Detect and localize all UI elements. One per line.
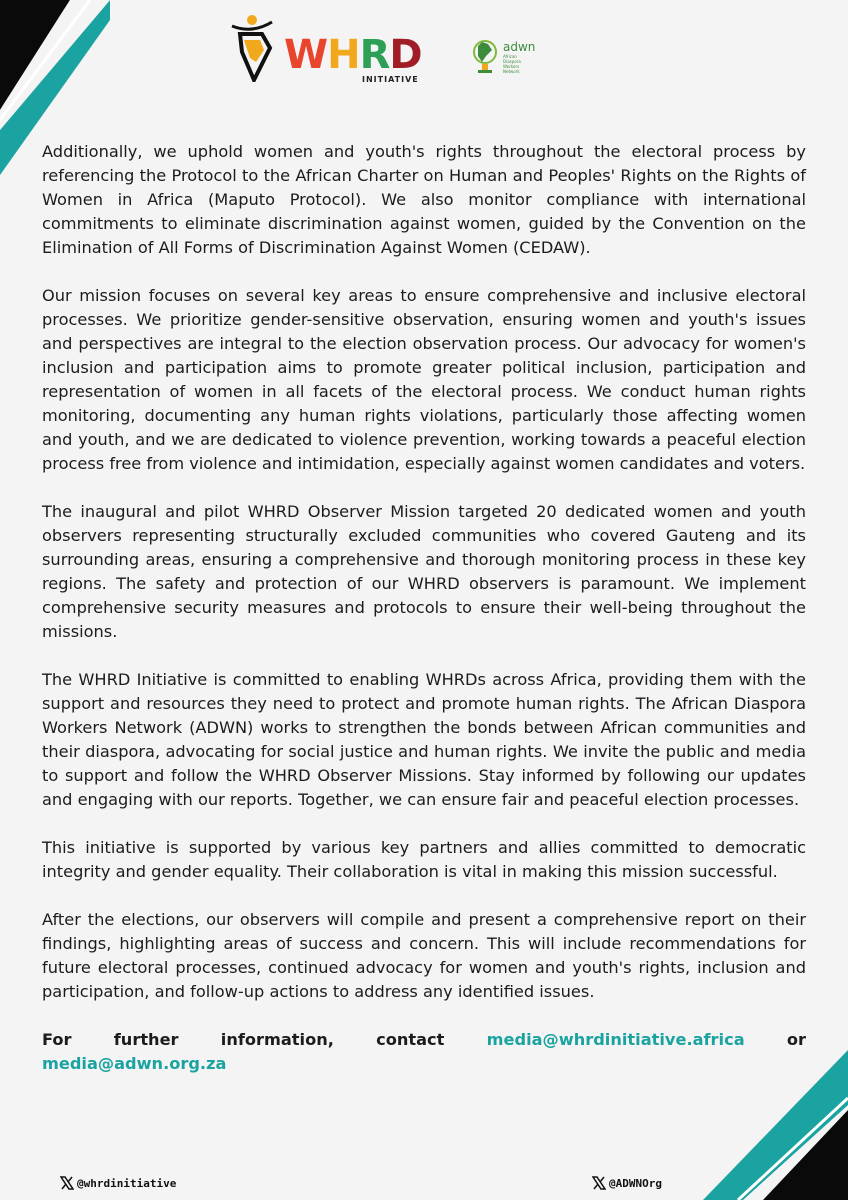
x-logo-icon	[60, 1176, 74, 1190]
contact-line	[42, 1028, 806, 1076]
contact-connector: or	[744, 1030, 806, 1049]
paragraph-observer-mission: The inaugural and pilot WHRD Observer Mission targeted 20 dedicated women and youth observers representing structurally excluded communities who covered Gauteng and its surrounding areas, ensuring a comprehensive and thorough monitoring process in these key regions. The safety and protection of our WHRD observers is paramount. We implement comprehensive security measures and protocols to ensure their well-being throughout the missions.	[42, 502, 806, 641]
whrd-email-link[interactable]: media@whrdinitiative.africa	[486, 1030, 745, 1049]
header-logos	[0, 8, 848, 88]
globe-network-icon	[470, 36, 500, 76]
paragraph-mission: Our mission focuses on several key areas to ensure comprehensive and inclusive electoral processes. We prioritize gender-sensitive observation, ensuring women and youth's issues and perspectives are integral to the election observation process. Our advocacy for women's inclusion and participation aims to promote greater political inclusion, participation and representation of women in all facets of the electoral process. We conduct human rights monitoring, documenting any human rights violations, particularly those affecting women and youth, and we are dedicated to violence prevention, working towards a peaceful election process free from violence and intimidation, especially against women candidates and voters.	[42, 286, 806, 473]
document-body	[42, 140, 806, 1100]
contact-prefix: For further information, contact	[42, 1030, 487, 1049]
africa-figure-icon	[222, 12, 284, 82]
adwn-email-link[interactable]: media@adwn.org.za	[42, 1054, 227, 1073]
paragraph-report: After the elections, our observers will compile and present a comprehensive report on their findings, highlighting areas of success and concern. This will include recommendations for future electoral processes, continued advocacy for women and youth's rights, inclusion and participation, and follow-up actions to address any identified issues.	[42, 910, 806, 1001]
whrd-handle-text: @whrdinitiative	[77, 1176, 177, 1190]
social-handle-adwn[interactable]	[592, 1176, 662, 1190]
x-logo-icon	[592, 1176, 606, 1190]
paragraph-partners: This initiative is supported by various key partners and allies committed to democratic integrity and gender equality. Their collaboration is vital in making this mission successful.	[42, 838, 806, 881]
whrd-wordmark: WHRD	[284, 32, 422, 78]
adwn-logo	[470, 36, 540, 86]
adwn-handle-text: @ADWNOrg	[609, 1176, 662, 1190]
whrd-subtitle: INITIATIVE	[362, 75, 419, 84]
paragraph-cedaw: Additionally, we uphold women and youth's rights throughout the electoral process by referencing the Protocol to the African Charter on Human and Peoples' Rights on the Rights of Women in Africa (Maputo Protocol). We also monitor compliance with international commitments to eliminate discrimination against women, guided by the Convention on the Elimination of All Forms of Discrimination Against Women (CEDAW).	[42, 142, 806, 257]
paragraph-whrd-adwn: The WHRD Initiative is committed to enabling WHRDs across Africa, providing them with the support and resources they need to protect and promote human rights. The African Diaspora Workers Network (ADWN) works to strengthen the bonds between African communities and their diaspora, advocating for social justice and human rights. We invite the public and media to support and follow the WHRD Observer Missions. Stay informed by following our updates and engaging with our reports. Together, we can ensure fair and peaceful election processes.	[42, 670, 806, 809]
adwn-subtitle: African Diaspora Workers Network	[503, 54, 521, 74]
adwn-wordmark: adwn	[503, 40, 536, 54]
whrd-initiative-logo	[222, 12, 432, 86]
social-handle-whrd[interactable]	[60, 1176, 176, 1190]
